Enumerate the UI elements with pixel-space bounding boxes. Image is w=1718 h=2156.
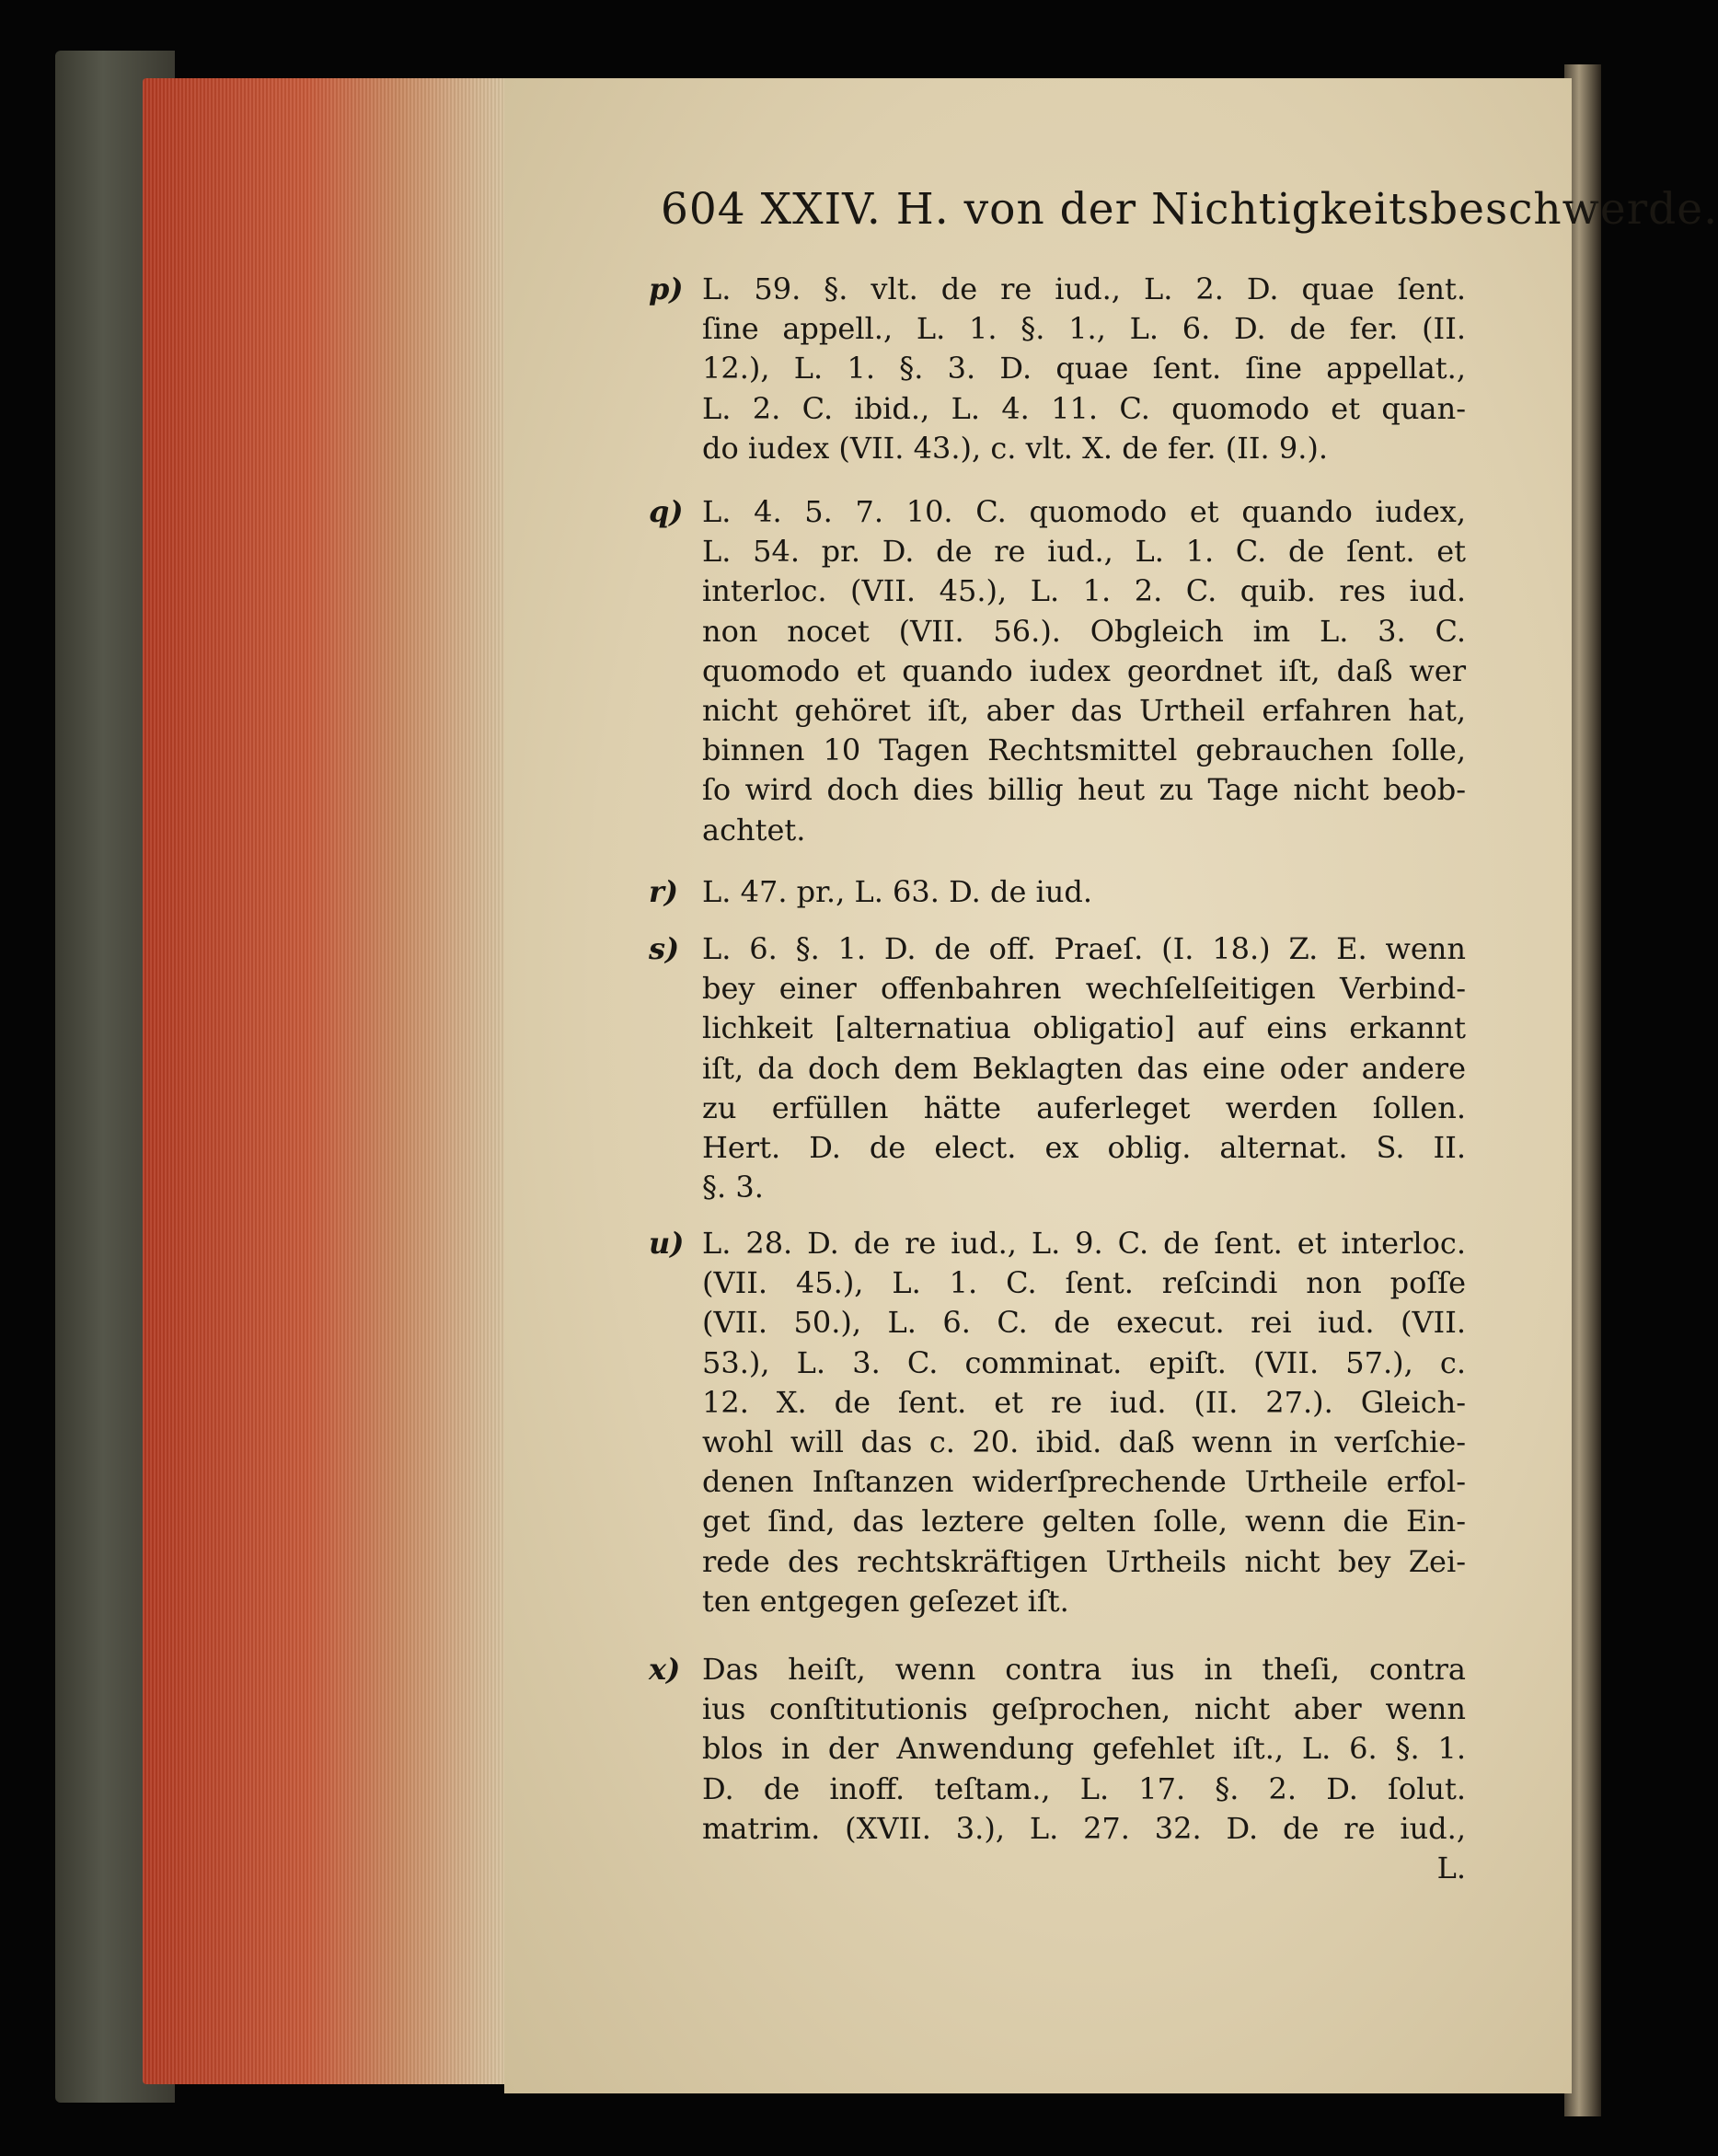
footnote-line: L. 47. pr., L. 63. D. de iud.	[702, 874, 1093, 909]
footnote-line: (VII. 50.), L. 6. C. de execut. rei iud. (VII.	[702, 1305, 1466, 1341]
running-header: 604 XXIV. H. von der Nichtigkeitsbeschwerde.	[661, 184, 1718, 235]
footnote-u	[649, 1224, 1466, 1621]
footnote-line: achtet.	[702, 812, 806, 847]
footnote-line: blos in der Anwendung gefehlet iſt., L. 6. §. 1.	[702, 1731, 1466, 1767]
footnote-line: zu erfüllen hätte auferleget werden ſollen.	[702, 1090, 1466, 1125]
footnote-p	[649, 270, 1466, 468]
footnote-line: interloc. (VII. 45.), L. 1. 2. C. quib. res iud.	[702, 573, 1466, 609]
footnote-q	[649, 492, 1466, 850]
footnote-line: L. 4. 5. 7. 10. C. quomodo et quando iudex,	[702, 494, 1466, 529]
footnote-line: non nocet (VII. 56.). Obgleich im L. 3. C.	[702, 613, 1466, 649]
footnote-line: lichkeit [alternatiua obligatio] auf eins erkannt	[702, 1010, 1466, 1046]
footnote-line: L. 28. D. de re iud., L. 9. C. de ſent. et interloc.	[702, 1226, 1466, 1261]
footnote-mark: u)	[649, 1226, 685, 1261]
footnote-line: L. 54. pr. D. de re iud., L. 1. C. de ſent. et	[702, 534, 1466, 570]
footnote-line: L. 59. §. vlt. de re iud., L. 2. D. quae ſent.	[702, 271, 1466, 306]
footnote-mark: s)	[649, 931, 680, 966]
footnote-line: get ſind, das leztere gelten ſolle, wenn die Ein-	[702, 1504, 1466, 1539]
footnote-line: ſo wird doch dies billig heut zu Tage nicht beob-	[702, 772, 1466, 808]
footnote-line: ius conſtitutionis geſprochen, nicht aber wenn	[702, 1691, 1466, 1727]
book-page	[504, 78, 1718, 2093]
footnote-line: denen Inſtanzen widerſprechende Urtheile erfol-	[702, 1464, 1466, 1500]
footnote-x	[649, 1650, 1466, 1888]
footnote-line: iſt, da doch dem Beklagten das eine oder andere	[702, 1050, 1466, 1086]
footnote-line: wohl will das c. 20. ibid. daß wenn in verſchie-	[702, 1424, 1466, 1460]
footnote-r	[649, 872, 1466, 912]
footnote-line: 12.), L. 1. §. 3. D. quae ſent. ſine appellat.,	[702, 351, 1466, 386]
footnote-line: matrim. (XVII. 3.), L. 27. 32. D. de re iud.,	[702, 1810, 1466, 1846]
footnote-line: ten entgegen geſezet iſt.	[702, 1583, 1069, 1619]
footnote-line: binnen 10 Tagen Rechtsmittel gebrauchen ſolle,	[702, 732, 1466, 768]
footnote-mark: x)	[649, 1652, 681, 1687]
footnote-line: bey einer offenbahren wechſelſeitigen Verbind-	[702, 971, 1466, 1007]
footnote-s	[649, 929, 1466, 1207]
footnote-line: quomodo et quando iudex geordnet iſt, daß wer	[702, 652, 1466, 688]
page-edges	[143, 78, 511, 2084]
footnote-mark: q)	[649, 494, 684, 529]
footnote-line: Das heiſt, wenn contra ius in theſi, contra	[702, 1652, 1466, 1687]
footnote-line: (VII. 45.), L. 1. C. ſent. reſcindi non poſſe	[702, 1265, 1466, 1301]
footnote-line: 12. X. de ſent. et re iud. (II. 27.). Gleich-	[702, 1384, 1466, 1420]
catchword: L.	[1436, 1850, 1466, 1886]
footnote-line: §. 3.	[702, 1170, 764, 1205]
footnote-line: rede des rechtskräftigen Urtheils nicht bey Zei-	[702, 1543, 1466, 1579]
footnote-mark: r)	[649, 874, 678, 909]
footnote-line: 53.), L. 3. C. comminat. epiſt. (VII. 57.), c.	[702, 1344, 1466, 1380]
footnote-line: L. 6. §. 1. D. de off. Praeſ. (I. 18.) Z. E. wenn	[702, 931, 1466, 966]
footnote-mark: p)	[649, 271, 684, 306]
footnote-line: D. de inoff. teſtam., L. 17. §. 2. D. ſolut.	[702, 1770, 1466, 1806]
footnote-line: Hert. D. de elect. ex oblig. alternat. S. II.	[702, 1130, 1466, 1166]
footnote-line: nicht gehöret iſt, aber das Urtheil erfahren hat,	[702, 693, 1466, 729]
footnote-line: ſine appell., L. 1. §. 1., L. 6. D. de fer. (II.	[702, 311, 1466, 347]
footnote-line: L. 2. C. ibid., L. 4. 11. C. quomodo et quan-	[702, 390, 1466, 426]
footnote-line: do iudex (VII. 43.), c. vlt. X. de fer. (II. 9.).	[702, 430, 1329, 466]
